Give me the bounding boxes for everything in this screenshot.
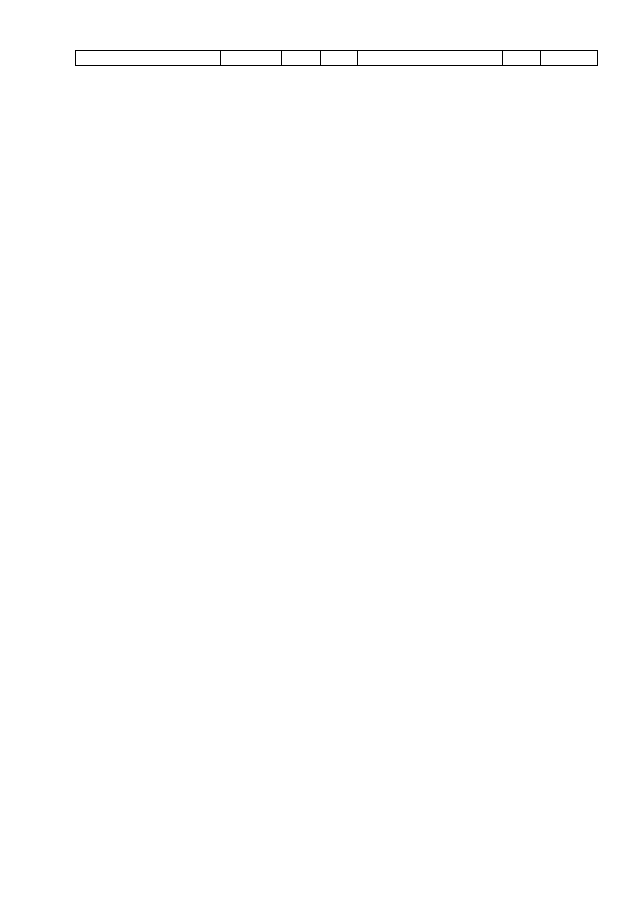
header-col-5 xyxy=(358,51,503,65)
header-col-6 xyxy=(503,51,541,65)
table-header xyxy=(75,50,598,66)
header-col-3 xyxy=(282,51,321,65)
header-col-4 xyxy=(321,51,358,65)
header-col-1 xyxy=(76,51,221,65)
header-col-2 xyxy=(221,51,282,65)
header-col-7 xyxy=(541,51,597,65)
